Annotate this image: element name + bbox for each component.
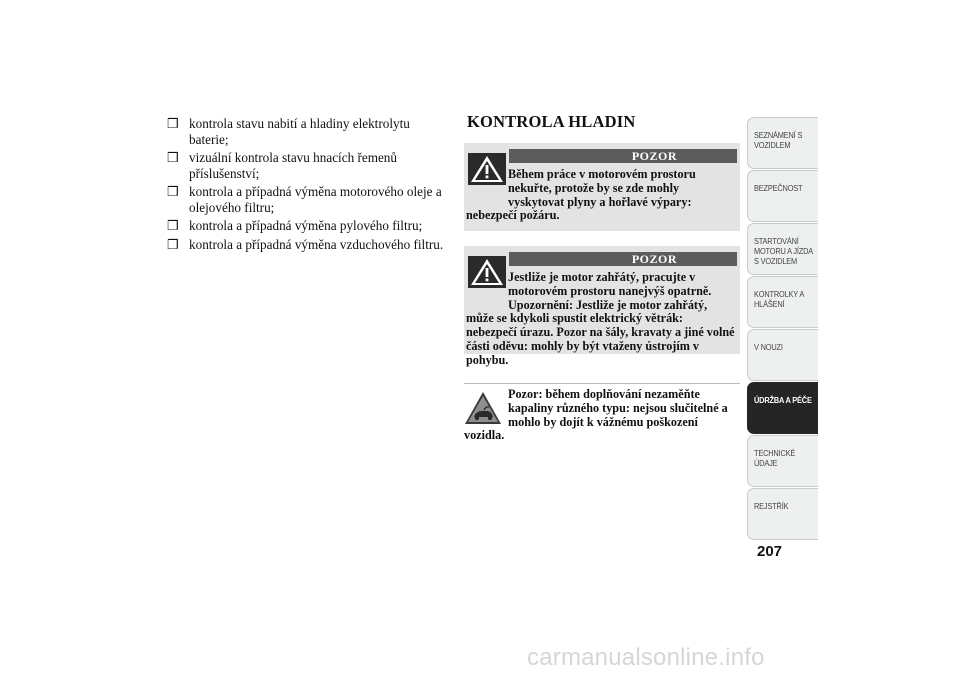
checkbox-bullet-icon: ❒ (167, 218, 179, 233)
checkbox-bullet-icon: ❒ (167, 236, 179, 252)
tab-bezpecnost[interactable]: BEZPEČNOST (747, 170, 818, 222)
checkbox-bullet-icon: ❒ (167, 184, 179, 199)
tab-udrzba[interactable]: ÚDRŽBA A PÉČE (747, 382, 818, 434)
tab-kontrolky[interactable]: KONTROLKY A HLÁŠENÍ (747, 276, 818, 328)
environment-note (464, 388, 734, 443)
checklist-item: ❒ kontrola a případná výměna pylového filtru; (167, 218, 423, 233)
watermark: carmanualsonline.info (527, 644, 765, 671)
warning-box (464, 246, 740, 367)
tab-seznameni[interactable]: SEZNÁMENÍ S VOZIDLEM (747, 117, 818, 169)
car-environment-icon (464, 391, 502, 425)
tab-technicke-udaje[interactable]: TECHNICKÉ ÚDAJE (747, 435, 818, 487)
warning-header: POZOR (509, 252, 737, 266)
maintenance-checklist (167, 116, 452, 255)
tab-v-nouzi[interactable]: V NOUZI (747, 329, 818, 381)
note-text: Pozor: během doplňování nezaměňte kapaliny různého typu: nejsou slučitelné a mohlo by dojít k vážnému poškození vozidla. (464, 387, 728, 443)
page-number: 207 (757, 543, 783, 560)
divider (464, 383, 740, 384)
checklist-item: ❒ kontrola a případná výměna vzduchového filtru. (167, 236, 444, 252)
warning-text: Během práce v motorovém prostoru nekuřte, protože by se zde mohly vyskytovat plyny a hořlavé výpary: nebezpečí požáru. (466, 167, 696, 223)
warning-header: POZOR (509, 149, 737, 163)
warning-box (464, 143, 740, 231)
checkbox-bullet-icon: ❒ (167, 116, 179, 131)
tab-startovani[interactable]: STARTOVÁNÍ MOTORU A JÍZDA S VOZIDLEM (747, 223, 818, 275)
warning-text: Jestliže je motor zahřátý, pracujte v motorovém prostoru nanejvýš opatrně. Upozornění: Jestliže je motor zahřátý, může se kdykoli spustit elektrický větrák: nebezpečí úrazu. Pozor na šály, kravaty a jiné volné části oděvu: mohly by být vtaženy ústrojím v pohybu. (466, 270, 735, 367)
section-title: KONTROLA HLADIN (467, 112, 636, 131)
tab-rejstrik[interactable]: REJSTŘÍK (747, 488, 818, 540)
checklist-item: ❒ kontrola stavu nabití a hladiny elektrolytu baterie; (167, 116, 410, 147)
checklist-item: ❒ kontrola a případná výměna motorového oleje a olejového filtru; (167, 184, 442, 215)
checklist-item: ❒ vizuální kontrola stavu hnacích řemenů příslušenství; (167, 150, 397, 181)
checkbox-bullet-icon: ❒ (167, 150, 179, 165)
